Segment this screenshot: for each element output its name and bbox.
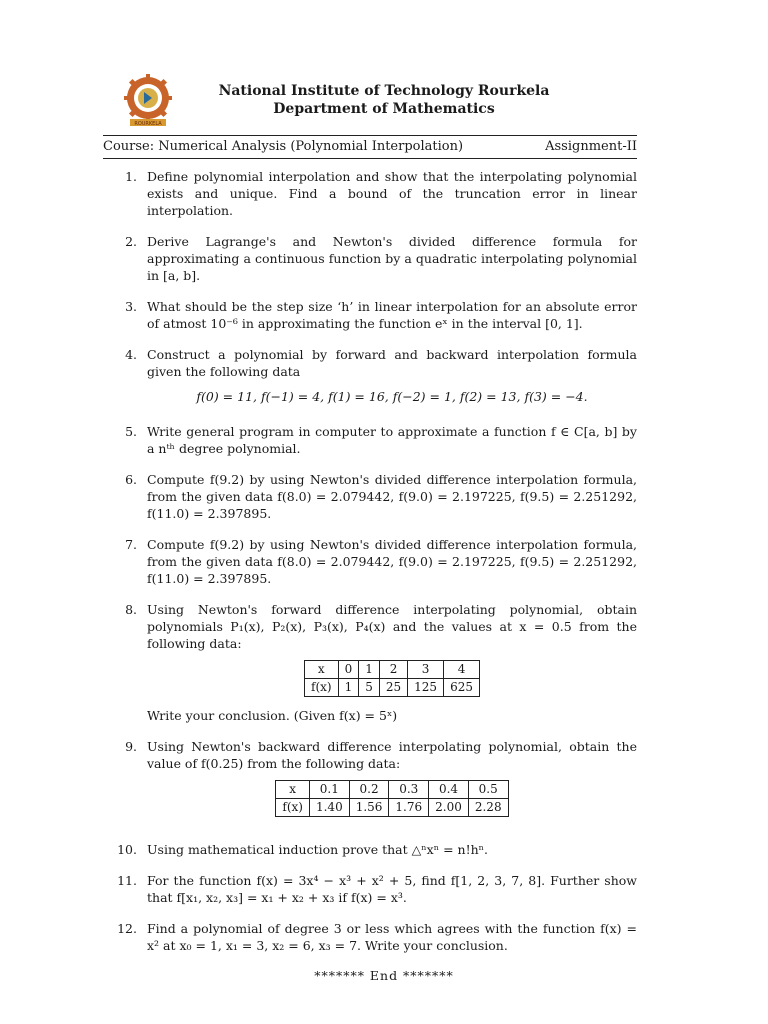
question-9: 9. Using Newton's backward difference interpolating polynomial, obtain the value of f(0.25) from the following data: x 0.1 0.2 0.3 0.4 0.5 f(x) 1.40 1.56 1.76 2.00 2.28 (103, 738, 637, 827)
table-cell: 1.76 (389, 799, 429, 817)
table-cell: 5 (359, 679, 380, 697)
question-7: 7. Compute f(9.2) by using Newton's divided difference interpolation formula, from the given data f(8.0) = 2.079442, f(9.0) = 2.197225, f(9.5) = 2.251292, f(11.0) = 2.397895. (125, 537, 637, 586)
question-text: Define polynomial interpolation and show that the interpolating polynomial exists and unique. Find a bound of the truncation error in linear interpolation. (147, 169, 637, 218)
question-11: 11. For the function f(x) = 3x⁴ − x³ + x² + 5, find f[1, 2, 3, 7, 8]. Further show that f[x₁, x₂, x₃] = x₁ + x₂ + x₃ if f(x) = x³. (117, 873, 637, 905)
question-text: Using mathematical induction prove that △ⁿxⁿ = n!hⁿ. (147, 842, 489, 857)
question-4: 4. Construct a polynomial by forward and backward interpolation formula given the following data f(0) = 11, f(−1) = 4, f(1) = 16, f(−2) = 1, f(2) = 13, f(3) = −4. (125, 347, 637, 404)
question-text: Find a polynomial of degree 3 or less which agrees with the function f(x) = x² at x₀ = 1, x₁ = 3, x₂ = 6, x₃ = 7. Write your conclusion. (147, 921, 637, 953)
question-text: For the function f(x) = 3x⁴ − x³ + x² + 5, find f[1, 2, 3, 7, 8]. Further show that f[x₁, x₂, x₃] = x₁ + x₂ + x₃ if f(x) = x³. (147, 873, 637, 905)
table-cell: x (276, 781, 310, 799)
question-text: Compute f(9.2) by using Newton's divided difference interpolation formula, from the given data f(8.0) = 2.079442, f(9.0) = 2.197225, f(9.5) = 2.251292, f(11.0) = 2.397895. (147, 472, 637, 521)
document-header (0, 82, 768, 118)
question-text: Derive Lagrange's and Newton's divided difference formula for approximating a continuous function by a quadratic interpolating polynomial in [a, b]. (147, 234, 637, 283)
question-2: 2. Derive Lagrange's and Newton's divided difference formula for approximating a continuous function by a quadratic interpolating polynomial in [a, b]. (125, 234, 637, 283)
question-text: Using Newton's forward difference interpolating polynomial, obtain polynomials P₁(x), P₂(x), P₃(x), P₄(x) and the values at x = 0.5 from the following data: (147, 602, 637, 651)
conclusion-text: Write your conclusion. (Given f(x) = 5ˣ) (147, 708, 398, 723)
table-cell: 0.1 (309, 781, 349, 799)
question-12: 12. Find a polynomial of degree 3 or less which agrees with the function f(x) = x² at x₀ = 1, x₁ = 3, x₂ = 6, x₃ = 7. Write your conclusion. (117, 921, 637, 953)
svg-text:ROURKELA: ROURKELA (134, 121, 162, 127)
table-cell: 625 (444, 679, 480, 697)
question-text: Compute f(9.2) by using Newton's divided difference interpolation formula, from the given data f(8.0) = 2.079442, f(9.0) = 2.197225, f(9.5) = 2.251292, f(11.0) = 2.397895. (147, 537, 637, 586)
department-name: Department of Mathematics (273, 101, 495, 117)
table-cell: 1 (359, 661, 380, 679)
institute-name: National Institute of Technology Rourkela (218, 83, 550, 99)
table-cell: 4 (444, 661, 480, 679)
table-cell: f(x) (305, 679, 339, 697)
table-cell: 2.28 (468, 799, 508, 817)
question-10: 10. Using mathematical induction prove that △ⁿxⁿ = n!hⁿ. (103, 841, 637, 858)
table-row (276, 799, 508, 817)
table-cell: 1 (338, 679, 359, 697)
data-formula: f(0) = 11, f(−1) = 4, f(1) = 16, f(−2) = 1, f(2) = 13, f(3) = −4. (196, 389, 588, 404)
table-row (305, 679, 480, 697)
question-1: 1. Define polynomial interpolation and show that the interpolating polynomial exists and unique. Find a bound of the truncation error in linear interpolation. (125, 169, 637, 218)
question-text: Write general program in computer to approximate a function f ∈ C[a, b] by a nᵗʰ degree polynomial. (147, 424, 637, 456)
data-table (304, 660, 480, 697)
table-cell: 25 (379, 679, 407, 697)
table-cell: 0.3 (389, 781, 429, 799)
table-cell: 1.56 (349, 799, 389, 817)
question-text: What should be the step size ‘h’ in linear interpolation for an absolute error of atmost 10⁻⁶ in approximating the function eˣ in the interval [0, 1]. (147, 299, 637, 331)
table-cell: 0.4 (429, 781, 469, 799)
end-marker: ******* End ******* (314, 968, 454, 983)
question-8: 8. Using Newton's forward difference interpolating polynomial, obtain polynomials P₁(x), P₂(x), P₃(x), P₄(x) and the values at x = 0.5 from the following data: x 0 1 2 3 4 f(x) 1 5 25 125 625 Write your conclusion. (Given f(x) = 5ˣ) (125, 602, 637, 723)
table-cell: 1.40 (309, 799, 349, 817)
table-row (305, 661, 480, 679)
table-cell: 2 (379, 661, 407, 679)
table-cell: 0 (338, 661, 359, 679)
bottom-divider (103, 158, 637, 159)
table-cell: 0.2 (349, 781, 389, 799)
table-row (276, 781, 508, 799)
question-text: Using Newton's backward difference interpolating polynomial, obtain the value of f(0.25) from the following data: (147, 739, 637, 771)
table-cell: f(x) (276, 799, 310, 817)
question-text: Construct a polynomial by forward and backward interpolation formula given the following data (147, 347, 637, 379)
assignment-label: Assignment-II (545, 139, 637, 154)
question-3: 3. What should be the step size ‘h’ in linear interpolation for an absolute error of atmost 10⁻⁶ in approximating the function eˣ in the interval [0, 1]. (125, 299, 637, 331)
table-cell: 0.5 (468, 781, 508, 799)
question-6: 6. Compute f(9.2) by using Newton's divided difference interpolation formula, from the given data f(8.0) = 2.079442, f(9.0) = 2.197225, f(9.5) = 2.251292, f(11.0) = 2.397895. (125, 472, 637, 521)
top-divider (103, 135, 637, 136)
table-cell: 125 (408, 679, 444, 697)
course-row (103, 139, 637, 154)
table-cell: 2.00 (429, 799, 469, 817)
course-title: Course: Numerical Analysis (Polynomial Interpolation) (103, 139, 464, 154)
question-5: 5. Write general program in computer to approximate a function f ∈ C[a, b] by a nᵗʰ degree polynomial. (125, 424, 637, 456)
table-cell: 3 (408, 661, 444, 679)
data-table (275, 780, 508, 817)
question-list (103, 168, 637, 968)
table-cell: x (305, 661, 339, 679)
